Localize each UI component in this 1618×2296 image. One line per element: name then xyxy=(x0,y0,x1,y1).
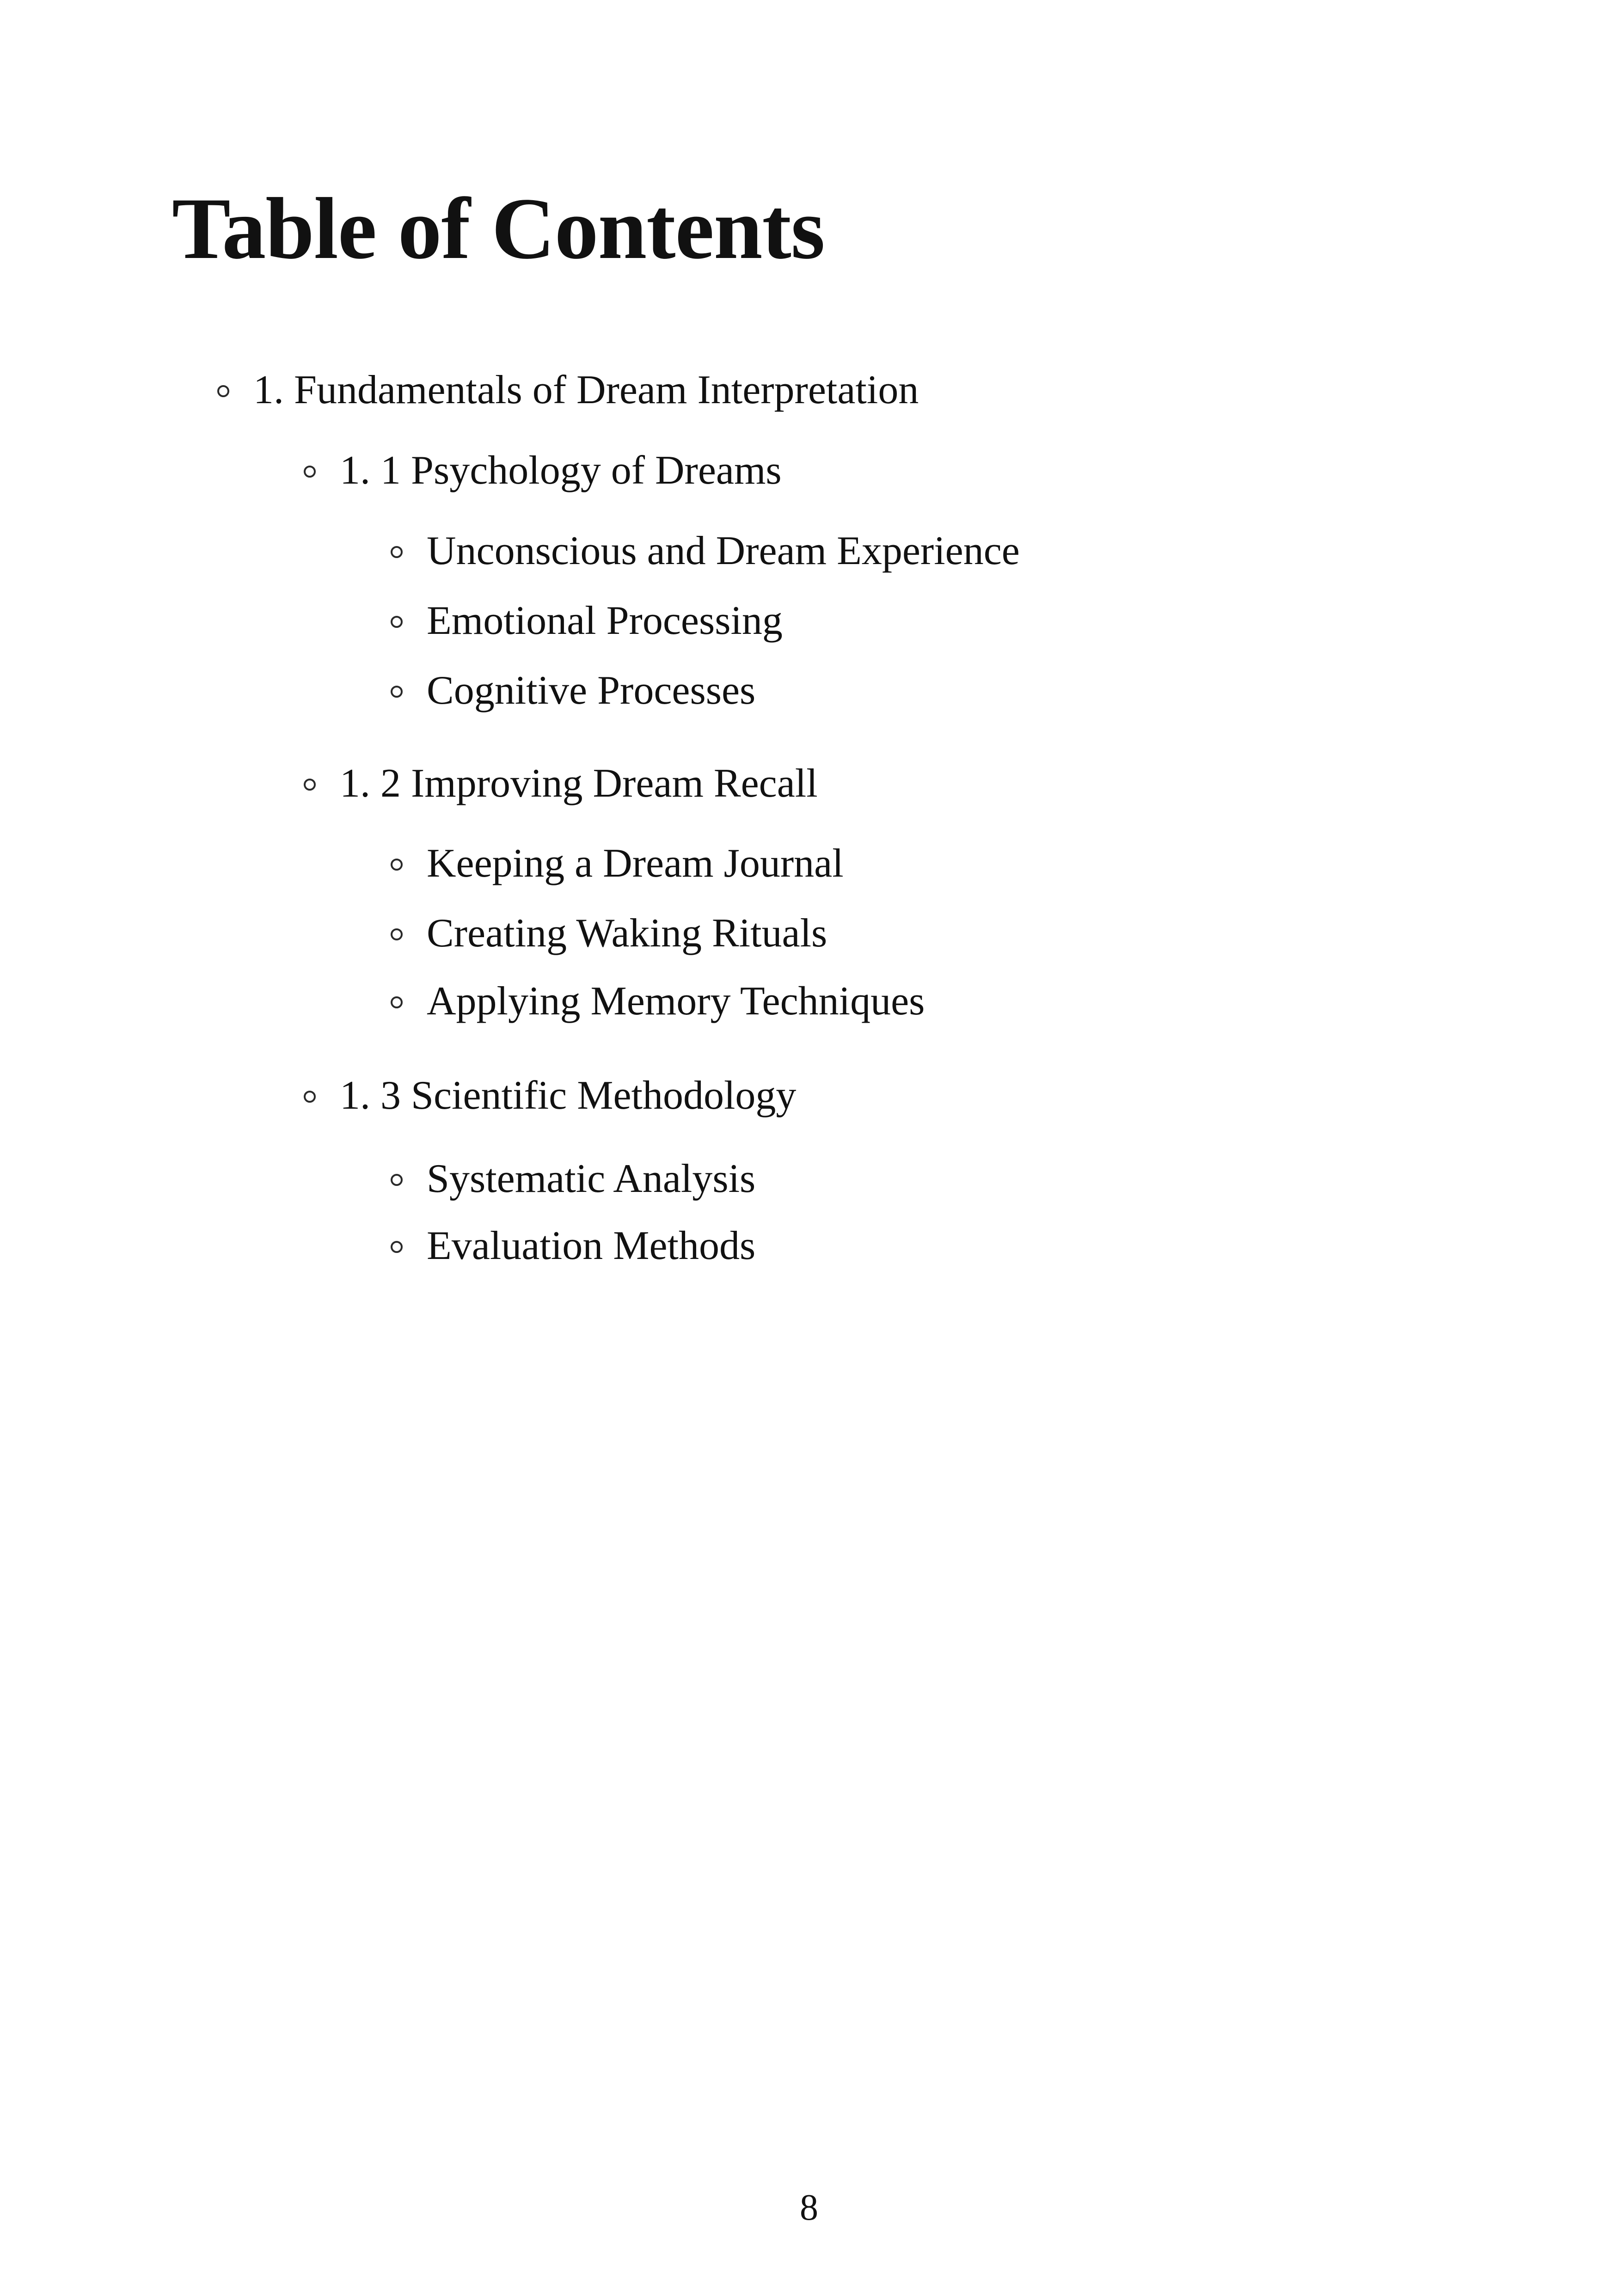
circle-bullet-icon xyxy=(391,1174,403,1186)
toc-subsection-label: Unconscious and Dream Experience xyxy=(427,528,1020,573)
toc-subsection[interactable] xyxy=(391,1221,755,1271)
toc-section[interactable] xyxy=(304,1070,796,1121)
circle-bullet-icon xyxy=(391,859,403,871)
toc-subsection[interactable] xyxy=(391,665,755,716)
circle-bullet-icon xyxy=(391,996,403,1008)
page-number: 8 xyxy=(800,2187,818,2228)
toc-subsection[interactable] xyxy=(391,976,925,1027)
toc-subsection-label: Applying Memory Techniques xyxy=(427,979,925,1024)
toc-subsection-label: Systematic Analysis xyxy=(427,1156,756,1201)
toc-subsection-label: Emotional Processing xyxy=(427,598,783,643)
circle-bullet-icon xyxy=(391,686,403,698)
toc-section[interactable] xyxy=(304,758,818,809)
toc-subsection-label: Creating Waking Rituals xyxy=(427,911,827,956)
toc-subsection-label: Cognitive Processes xyxy=(427,668,756,713)
circle-bullet-icon xyxy=(391,616,403,628)
toc-section-label: 1. 3 Scientific Methodology xyxy=(340,1073,797,1118)
toc-subsection[interactable] xyxy=(391,908,827,959)
toc-subsection[interactable] xyxy=(391,1154,755,1204)
toc-section[interactable] xyxy=(304,445,782,496)
circle-bullet-icon xyxy=(391,928,403,940)
circle-bullet-icon xyxy=(391,1241,403,1253)
page-title: Table of Contents xyxy=(172,180,825,277)
circle-bullet-icon xyxy=(217,385,229,397)
toc-chapter[interactable] xyxy=(217,365,919,416)
toc-section-label: 1. 1 Psychology of Dreams xyxy=(340,448,782,493)
toc-subsection-label: Evaluation Methods xyxy=(427,1223,756,1268)
toc-subsection[interactable] xyxy=(391,838,844,889)
toc-subsection-label: Keeping a Dream Journal xyxy=(427,841,844,886)
circle-bullet-icon xyxy=(304,779,316,791)
toc-subsection[interactable] xyxy=(391,526,1020,577)
circle-bullet-icon xyxy=(304,466,316,478)
toc-chapter-label: 1. Fundamentals of Dream Interpretation xyxy=(253,368,919,412)
toc-section-label: 1. 2 Improving Dream Recall xyxy=(340,761,818,806)
toc-subsection[interactable] xyxy=(391,595,783,646)
circle-bullet-icon xyxy=(391,546,403,558)
circle-bullet-icon xyxy=(304,1091,316,1103)
